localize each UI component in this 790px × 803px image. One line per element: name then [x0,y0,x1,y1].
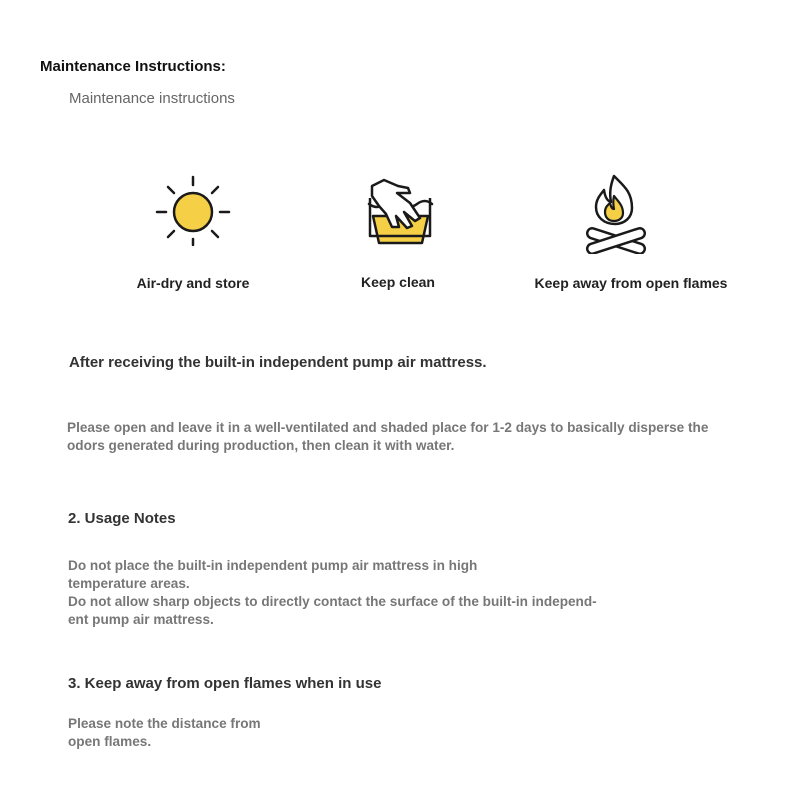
section3-heading: 3. Keep away from open flames when in use [68,675,382,692]
section2-line: temperature areas. [68,576,190,591]
subtitle: Maintenance instructions [69,90,235,107]
hand-wash-icon [364,176,436,248]
campfire-icon [584,172,648,254]
page-title: Maintenance Instructions: [40,58,226,75]
section3-line: Please note the distance from [68,716,261,731]
section2-body [68,557,597,629]
section1-line: Please open and leave it in a well-ventilated and shaded place for 1-2 days to basically disperse the [67,420,709,435]
section2-line: ent pump air mattress. [68,612,214,627]
section3-body [68,715,261,751]
section2-heading: 2. Usage Notes [68,510,176,527]
section1-heading: After receiving the built-in independent pump air mattress. [69,354,487,371]
section1-body [67,419,708,455]
section2-line: Do not place the built-in independent pump air mattress in high [68,558,478,573]
icon-label-open-flames: Keep away from open flames [534,275,728,291]
section1-line: odors generated during production, then clean it with water. [67,438,455,453]
section3-line: open flames. [68,734,152,749]
icon-label-keep-clean: Keep clean [361,274,435,290]
icon-label-air-dry: Air-dry and store [136,275,250,291]
sun-icon [152,174,234,246]
section2-line: Do not allow sharp objects to directly contact the surface of the built-in independ- [68,594,597,609]
